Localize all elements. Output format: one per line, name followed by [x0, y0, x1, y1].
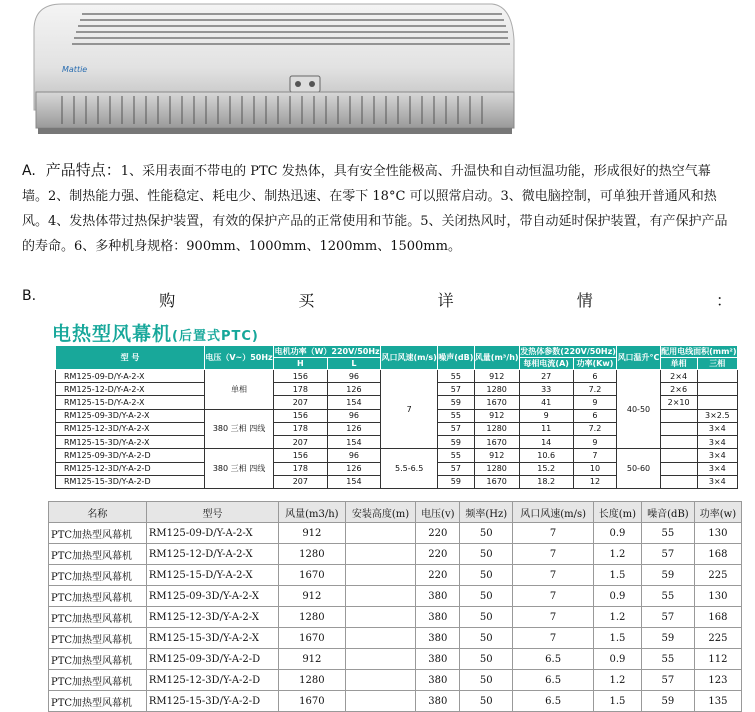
cell: 1670	[474, 436, 519, 449]
cell: 55	[438, 370, 474, 383]
th-install-height: 安装高度(m)	[345, 502, 416, 523]
table-cell: PTC加热型风幕机	[49, 607, 147, 628]
cell: 9	[519, 409, 573, 422]
heading-char: 买	[298, 291, 315, 310]
table-cell: 59	[641, 628, 694, 649]
cell-model: RM125-12-D/Y-A-2-X	[56, 383, 205, 396]
cell: 3×4	[697, 462, 737, 475]
table-cell	[345, 628, 416, 649]
table-cell: 130	[694, 523, 741, 544]
cell-voltage: 单相	[205, 370, 274, 410]
table-cell	[345, 607, 416, 628]
features-heading: 产品特点：	[45, 161, 121, 179]
th-l: L	[327, 358, 381, 370]
table-cell: 1280	[279, 607, 345, 628]
table-cell: RM125-12-3D/Y-A-2-X	[146, 607, 278, 628]
table-cell: 1280	[279, 670, 345, 691]
table-cell: 7	[513, 523, 594, 544]
cell-voltage: 380 三相 四线	[205, 409, 274, 449]
cell	[660, 462, 697, 475]
product-table	[48, 501, 742, 712]
cell: 912	[474, 370, 519, 383]
spec-title-suffix: (后置式PTC)	[172, 329, 259, 344]
table-cell: RM125-12-3D/Y-A-2-D	[146, 670, 278, 691]
spec-table	[55, 345, 738, 489]
table-cell: 50	[460, 565, 513, 586]
cell: 3×4	[697, 436, 737, 449]
cell-model: RM125-09-3D/Y-A-2-D	[56, 449, 205, 462]
cell: 126	[327, 383, 381, 396]
table-cell	[345, 691, 416, 712]
table-row	[49, 523, 742, 544]
cell: 59	[438, 436, 474, 449]
cell: 207	[274, 475, 328, 488]
cell: 11	[519, 422, 573, 435]
table-cell: 168	[694, 607, 741, 628]
cell: 96	[327, 449, 381, 462]
table-cell: 55	[641, 586, 694, 607]
cell-temp: 50-60	[617, 449, 660, 489]
table-cell: RM125-15-D/Y-A-2-X	[146, 565, 278, 586]
table-cell: 912	[279, 586, 345, 607]
cell: 1670	[474, 475, 519, 488]
th-single: 单相	[660, 358, 697, 370]
table-cell: 6.5	[513, 691, 594, 712]
table-cell	[345, 565, 416, 586]
table-cell: PTC加热型风幕机	[49, 586, 147, 607]
cell: 7.2	[573, 383, 617, 396]
th-airflow: 风量(m3/h)	[279, 502, 345, 523]
table-cell: 55	[641, 523, 694, 544]
cell-model: RM125-12-3D/Y-A-2-D	[56, 462, 205, 475]
th-three: 三相	[697, 358, 737, 370]
cell: 55	[438, 449, 474, 462]
table-cell: 1670	[279, 691, 345, 712]
th-noise: 噪声(dB)	[438, 346, 474, 370]
cell: 156	[274, 370, 328, 383]
cell: 57	[438, 383, 474, 396]
cell: 3×4	[697, 475, 737, 488]
th-voltage: 电压（V~）50Hz	[205, 346, 274, 370]
table-cell: 50	[460, 691, 513, 712]
th-wire: 配用电线面积(mm²)	[661, 347, 737, 356]
spec-title-main: 电热型风幕机	[52, 323, 173, 345]
table-cell: 135	[694, 691, 741, 712]
table-row	[49, 607, 742, 628]
table-cell: 55	[641, 649, 694, 670]
table-cell: 380	[416, 691, 460, 712]
table-cell: 380	[416, 628, 460, 649]
table-cell: 57	[641, 607, 694, 628]
table-cell	[345, 523, 416, 544]
table-cell: PTC加热型风幕机	[49, 523, 147, 544]
table-cell: 1.5	[593, 628, 641, 649]
table-cell: 168	[694, 544, 741, 565]
th-h: H	[274, 358, 328, 370]
cell: 10	[573, 462, 617, 475]
table-cell: 7	[513, 565, 594, 586]
table-cell: 50	[460, 607, 513, 628]
cell: 154	[327, 396, 381, 409]
section-b-label: B.	[22, 288, 37, 304]
cell	[660, 436, 697, 449]
cell: 9	[573, 396, 617, 409]
table-cell: 1670	[279, 628, 345, 649]
cell	[697, 396, 737, 409]
th-temp-rise: 风口温升°C	[617, 346, 660, 370]
table-row	[49, 586, 742, 607]
cell	[660, 475, 697, 488]
table-cell: 1.2	[593, 670, 641, 691]
th-frequency: 频率(Hz)	[460, 502, 513, 523]
th-outlet-speed: 风口风速(m/s)	[513, 502, 594, 523]
cell: 59	[438, 396, 474, 409]
cell: 33	[519, 383, 573, 396]
table-row	[56, 370, 738, 383]
table-cell: PTC加热型风幕机	[49, 670, 147, 691]
table-row	[49, 628, 742, 649]
table-cell: 1280	[279, 544, 345, 565]
table-cell: 380	[416, 607, 460, 628]
cell: 96	[327, 370, 381, 383]
th-power: 功率(w)	[694, 502, 741, 523]
th-model: 型号	[146, 502, 278, 523]
table-cell: 7	[513, 628, 594, 649]
cell: 2×4	[660, 370, 697, 383]
table-cell: 130	[694, 586, 741, 607]
table-cell: 50	[460, 544, 513, 565]
table-cell: PTC加热型风幕机	[49, 691, 147, 712]
th-current: 每相电流(A)	[519, 358, 573, 370]
cell: 12	[573, 475, 617, 488]
cell: 2×10	[660, 396, 697, 409]
cell: 2×6	[660, 383, 697, 396]
cell: 3×2.5	[697, 409, 737, 422]
cell: 1670	[474, 396, 519, 409]
cell: 207	[274, 396, 328, 409]
th-length: 长度(m)	[593, 502, 641, 523]
cell-model: RM125-12-3D/Y-A-2-X	[56, 422, 205, 435]
cell	[660, 449, 697, 462]
th-power: 功率(Kw)	[573, 358, 617, 370]
cell: 10.6	[519, 449, 573, 462]
cell: 156	[274, 409, 328, 422]
table-cell: 57	[641, 544, 694, 565]
cell-model: RM125-15-3D/Y-A-2-D	[56, 475, 205, 488]
table-cell	[345, 586, 416, 607]
cell-model: RM125-15-D/Y-A-2-X	[56, 396, 205, 409]
table-cell: 225	[694, 628, 741, 649]
cell-voltage: 380 三相 四线	[205, 449, 274, 489]
table-cell	[345, 544, 416, 565]
table-header-row	[49, 502, 742, 523]
cell: 178	[274, 422, 328, 435]
table-cell: 0.9	[593, 523, 641, 544]
cell-model: RM125-09-D/Y-A-2-X	[56, 370, 205, 383]
th-model: 型 号	[56, 346, 205, 370]
table-cell: 0.9	[593, 586, 641, 607]
heading-char: 情	[576, 291, 593, 310]
cell: 55	[438, 409, 474, 422]
table-cell: 380	[416, 586, 460, 607]
table-cell	[345, 670, 416, 691]
spec-table-title	[52, 319, 259, 346]
svg-text:Mattie: Mattie	[62, 65, 88, 74]
table-cell: 220	[416, 544, 460, 565]
cell: 154	[327, 436, 381, 449]
table-cell: 7	[513, 586, 594, 607]
cell: 154	[327, 475, 381, 488]
table-cell: 59	[641, 691, 694, 712]
table-cell: PTC加热型风幕机	[49, 628, 147, 649]
table-cell: 59	[641, 565, 694, 586]
table-cell: RM125-15-3D/Y-A-2-X	[146, 628, 278, 649]
table-cell: 50	[460, 670, 513, 691]
cell: 912	[474, 409, 519, 422]
cell: 15.2	[519, 462, 573, 475]
features-text: 1、采用表面不带电的 PTC 发热体，具有安全性能极高、升温快和自动恒温功能，形成很好的热空气幕墙。2、制热能力强、性能稳定、耗电少、制热迅速、在零下 18°C 可以照常启动。3、微电脑控制，可单独开普通风和热风。4、发热体带过热保护装置，有效的保护产品的正常使用和节能。5、关闭热风时，带自动延时保护装置，有产保护产品的寿命。6、多种机身规格：900mm、1000mm、1200mm、1500mm。	[22, 164, 728, 254]
table-row	[49, 670, 742, 691]
th-motor-power: 电机功率（W）220V/50Hz	[274, 347, 380, 356]
table-cell: RM125-12-D/Y-A-2-X	[146, 544, 278, 565]
table-cell: 112	[694, 649, 741, 670]
cell: 1280	[474, 422, 519, 435]
cell: 9	[573, 436, 617, 449]
table-cell: RM125-09-3D/Y-A-2-D	[146, 649, 278, 670]
cell: 207	[274, 436, 328, 449]
table-cell: 1.5	[593, 565, 641, 586]
air-curtain-product-photo	[22, 0, 518, 142]
table-row	[49, 565, 742, 586]
cell: 59	[438, 475, 474, 488]
cell: 96	[327, 409, 381, 422]
product-features	[22, 158, 734, 259]
table-cell: 1.5	[593, 691, 641, 712]
cell: 3×4	[697, 422, 737, 435]
cell: 6	[573, 409, 617, 422]
cell: 7	[573, 449, 617, 462]
table-row	[49, 649, 742, 670]
cell-model: RM125-09-3D/Y-A-2-X	[56, 409, 205, 422]
cell: 178	[274, 383, 328, 396]
table-cell: 123	[694, 670, 741, 691]
table-cell: 1.2	[593, 607, 641, 628]
th-voltage: 电压(v)	[416, 502, 460, 523]
purchase-details-heading	[22, 288, 732, 312]
table-cell: 225	[694, 565, 741, 586]
cell: 41	[519, 396, 573, 409]
table-cell: 6.5	[513, 670, 594, 691]
table-cell: 912	[279, 649, 345, 670]
cell: 1280	[474, 462, 519, 475]
cell-speed: 7	[381, 370, 438, 449]
table-cell: 7	[513, 607, 594, 628]
cell: 126	[327, 422, 381, 435]
heading-char: ：	[715, 291, 732, 310]
table-cell: PTC加热型风幕机	[49, 544, 147, 565]
cell: 156	[274, 449, 328, 462]
table-cell	[345, 649, 416, 670]
table-cell: PTC加热型风幕机	[49, 649, 147, 670]
table-row	[49, 544, 742, 565]
section-a-label: A.	[22, 163, 36, 179]
th-noise: 噪音(dB)	[641, 502, 694, 523]
table-cell: 220	[416, 565, 460, 586]
cell	[660, 422, 697, 435]
cell	[697, 383, 737, 396]
table-cell: 220	[416, 523, 460, 544]
cell-speed: 5.5-6.5	[381, 449, 438, 489]
heading-char: 购	[159, 291, 176, 310]
table-row	[49, 691, 742, 712]
cell: 27	[519, 370, 573, 383]
cell: 6	[573, 370, 617, 383]
th-name: 名称	[49, 502, 147, 523]
table-cell: 380	[416, 649, 460, 670]
cell: 14	[519, 436, 573, 449]
cell: 178	[274, 462, 328, 475]
cell: 1280	[474, 383, 519, 396]
cell: 57	[438, 422, 474, 435]
cell: 7.2	[573, 422, 617, 435]
table-cell: 50	[460, 523, 513, 544]
cell	[697, 370, 737, 383]
table-cell: 7	[513, 544, 594, 565]
heading-char: 详	[437, 291, 454, 310]
table-row	[56, 449, 738, 462]
cell: 126	[327, 462, 381, 475]
table-cell: RM125-09-3D/Y-A-2-X	[146, 586, 278, 607]
cell: 3×4	[697, 449, 737, 462]
cell: 57	[438, 462, 474, 475]
table-cell: 380	[416, 670, 460, 691]
table-cell: 50	[460, 586, 513, 607]
table-cell: 0.9	[593, 649, 641, 670]
table-cell: 1.2	[593, 544, 641, 565]
table-cell: 912	[279, 523, 345, 544]
table-cell: 1670	[279, 565, 345, 586]
table-cell: RM125-15-3D/Y-A-2-D	[146, 691, 278, 712]
cell-model: RM125-15-3D/Y-A-2-X	[56, 436, 205, 449]
cell: 912	[474, 449, 519, 462]
table-cell: 50	[460, 649, 513, 670]
th-airflow: 风量(m³/h)	[474, 346, 519, 370]
th-heater: 发热体参数(220V/50Hz)	[520, 347, 616, 356]
cell	[660, 409, 697, 422]
cell: 18.2	[519, 475, 573, 488]
cell-temp: 40-50	[617, 370, 660, 449]
table-cell: 50	[460, 628, 513, 649]
table-cell: 6.5	[513, 649, 594, 670]
table-cell: PTC加热型风幕机	[49, 565, 147, 586]
table-cell: RM125-09-D/Y-A-2-X	[146, 523, 278, 544]
th-outlet-speed: 风口风速(m/s)	[381, 346, 438, 370]
table-cell: 57	[641, 670, 694, 691]
